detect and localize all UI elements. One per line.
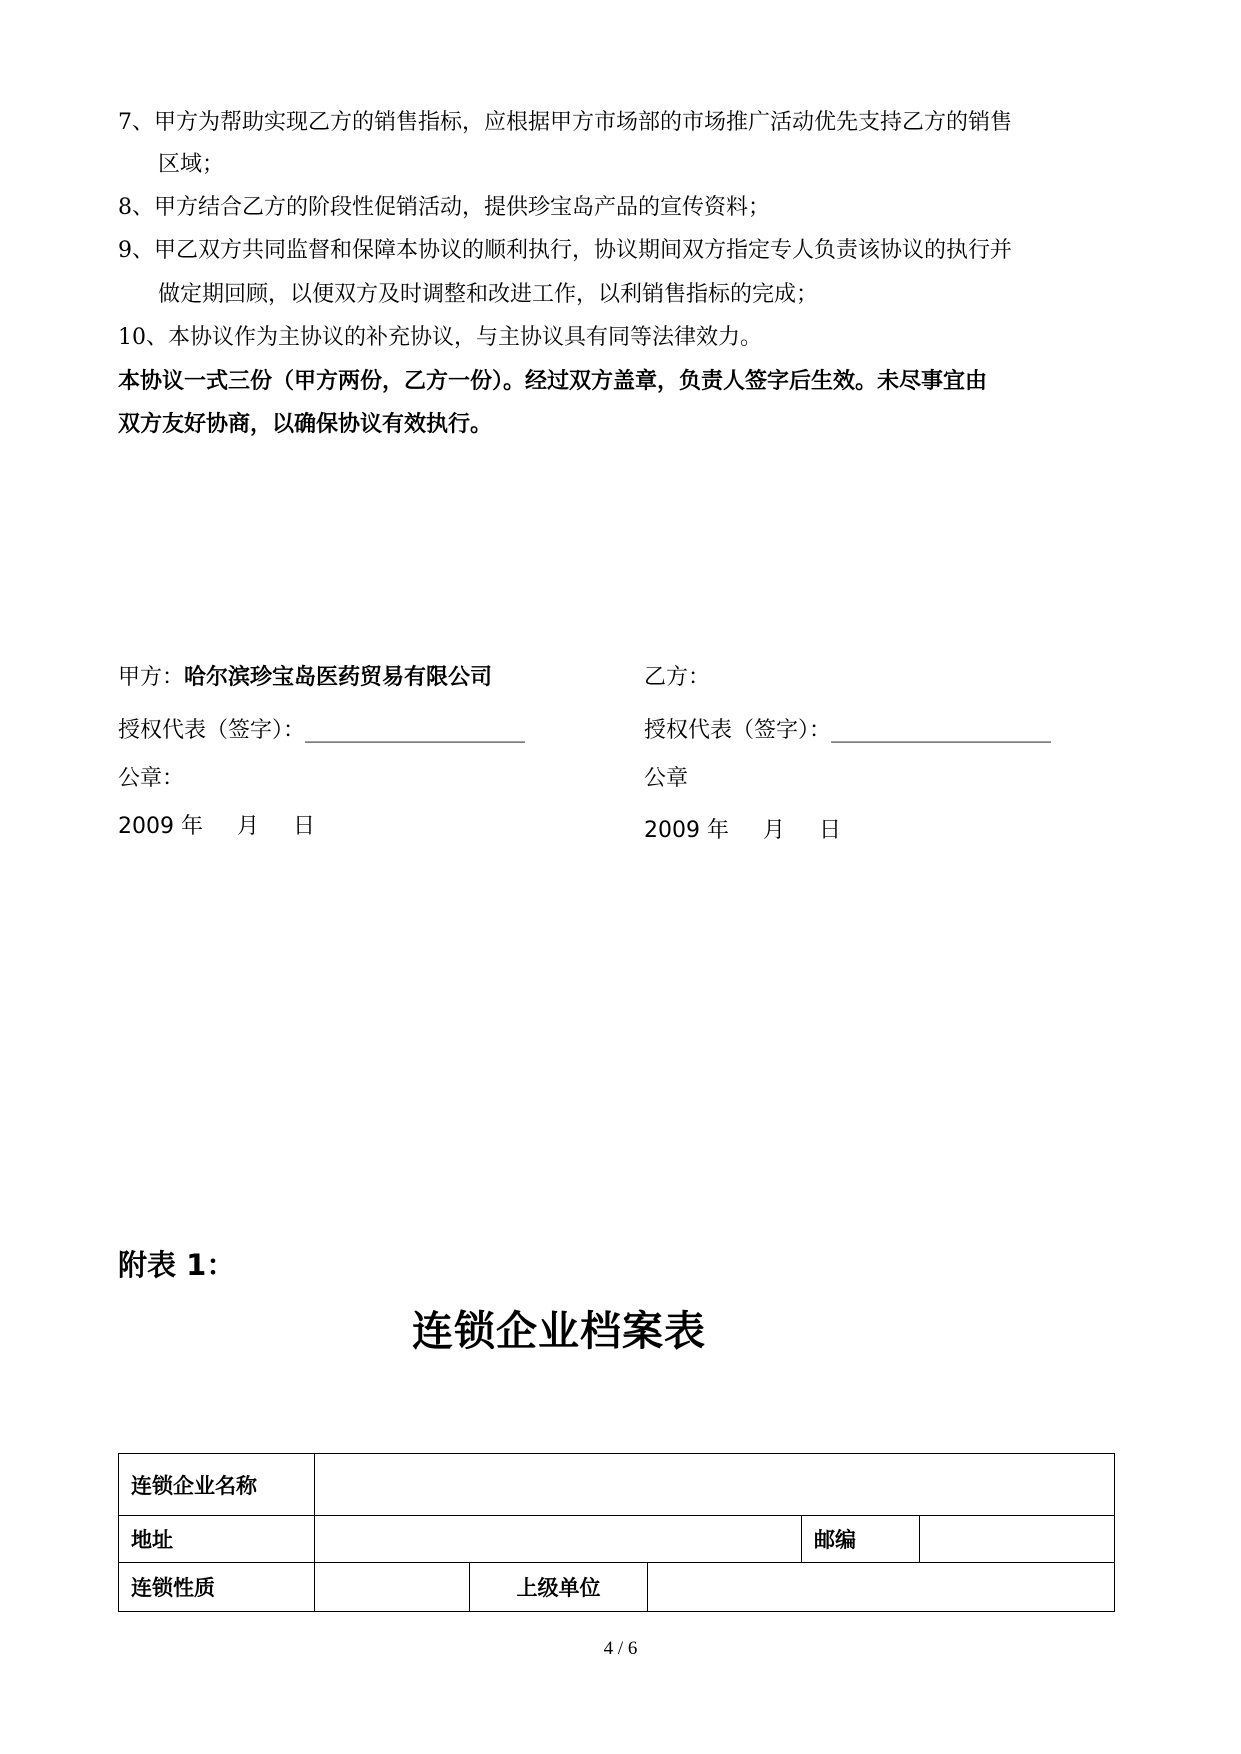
party-a-month: 月 [236,814,259,839]
party-a-heading [118,663,492,693]
appendix-label: 附表 1： [118,1248,236,1282]
clause-7-line-2: 区域； [158,152,225,177]
party-a-date [118,812,315,842]
party-a-representative-signature: 授权代表（签字）：____________________ [118,718,526,743]
party-b-seal-label: 公章 [644,766,689,791]
party-b-month: 月 [762,818,785,843]
clause-9-line-1: 9、甲乙双方共同监督和保障本协议的顺利执行，协议期间双方指定专人负责该协议的执行并 [118,238,1013,263]
page-number: 4 / 6 [603,1638,638,1659]
clause-9-line-2: 做定期回顾，以便双方及时调整和改进工作，以利销售指标的完成； [158,282,819,307]
chain-enterprise-form [118,1453,1115,1612]
party-a-seal-label: 公章： [118,766,185,791]
party-b-year: 2009 年 [644,818,729,843]
parent-unit-label: 上级单位 [470,1563,648,1612]
clause-8: 8、甲方结合乙方的阶段性促销活动，提供珍宝岛产品的宣传资料； [118,195,770,220]
party-b-day: 日 [819,818,842,843]
party-a-day: 日 [293,814,316,839]
chain-nature-field[interactable] [315,1563,470,1612]
chain-nature-label: 连锁性质 [119,1563,315,1612]
party-a-label: 甲方： [118,665,185,690]
party-b-date [644,816,841,846]
parent-unit-field[interactable] [648,1563,1115,1612]
clause-7-line-1: 7、甲方为帮助实现乙方的销售指标，应根据甲方市场部的市场推广活动优先支持乙方的销售 [118,110,1013,135]
closing-line-2: 双方友好协商，以确保协议有效执行。 [118,412,493,437]
enterprise-name-label: 连锁企业名称 [119,1454,315,1516]
party-a-year: 2009 年 [118,814,203,839]
party-b-representative-signature: 授权代表（签字）：____________________ [644,718,1052,743]
table-row [119,1516,1115,1563]
postcode-field[interactable] [920,1516,1115,1563]
table-row [119,1454,1115,1516]
table-title: 连锁企业档案表 [412,1307,706,1355]
table-row [119,1563,1115,1612]
party-a-name: 哈尔滨珍宝岛医药贸易有限公司 [184,665,493,690]
address-label: 地址 [119,1516,315,1563]
enterprise-name-field[interactable] [315,1454,1115,1516]
clause-10: 10、本协议作为主协议的补充协议，与主协议具有同等法律效力。 [118,325,762,350]
party-b-label: 乙方： [644,665,711,690]
postcode-label: 邮编 [802,1516,920,1563]
closing-line-1: 本协议一式三份（甲方两份，乙方一份）。经过双方盖章，负责人签字后生效。未尽事宜由 [118,369,988,394]
address-field[interactable] [315,1516,802,1563]
